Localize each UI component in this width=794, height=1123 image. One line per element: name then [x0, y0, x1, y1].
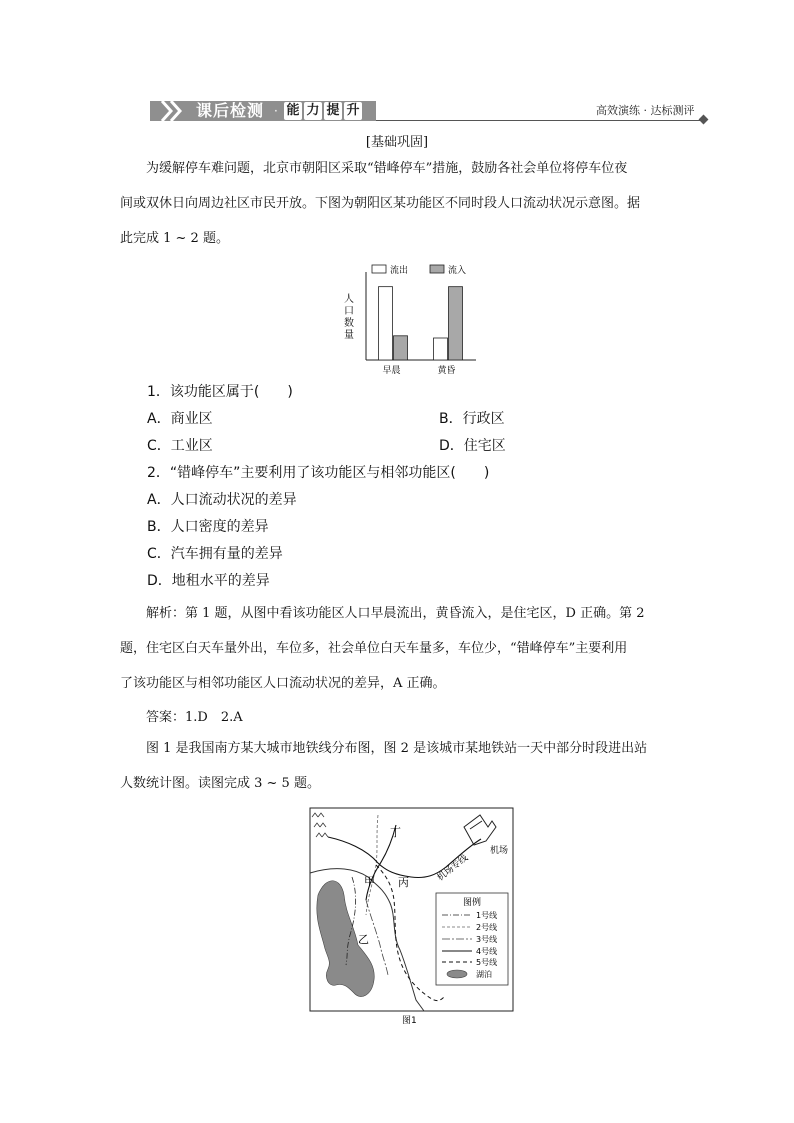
- y-axis-label-char: 人: [344, 294, 354, 305]
- map-caption: 图1: [402, 1016, 417, 1025]
- question-1-option-c: C．工业区: [147, 438, 213, 454]
- answer-line: 答案：1.D 2.A: [146, 710, 243, 725]
- intro-paragraph-1: [120, 151, 676, 256]
- intro-line: 为缓解停车难问题，北京市朝阳区采取“错峰停车”措施，鼓励各社会单位将停车位夜: [146, 161, 628, 176]
- legend-item: 湖泊: [476, 970, 492, 979]
- airport-building: [464, 815, 496, 845]
- question-2-option-c: C．汽车拥有量的差异: [147, 546, 283, 562]
- x-tick-label: 黄昏: [437, 366, 456, 376]
- intro-line: 人数统计图。读图完成 3 ~ 5 题。: [120, 776, 320, 791]
- y-axis-label-char: 口: [344, 306, 354, 317]
- map-legend: [436, 893, 508, 985]
- population-flow-chart: [340, 262, 482, 380]
- legend-swatch: [372, 265, 386, 273]
- legend-item: 5号线: [476, 958, 498, 967]
- legend-item: 2号线: [476, 923, 498, 932]
- question-1-stem: 1．该功能区属于( ): [147, 384, 293, 400]
- analysis-line: 解析：第 1 题，从图中看该功能区人口早晨流出，黄昏流入，是住宅区，D 正确。第 2: [146, 606, 645, 621]
- question-2-option-d: D．地租水平的差异: [147, 573, 270, 589]
- question-2-stem: 2．“错峰停车”主要利用了该功能区与相邻功能区( ): [147, 465, 490, 481]
- intro-line: 间或双休日向周边社区市民开放。下图为朝阳区某功能区不同时段人口流动状况示意图。据: [120, 196, 641, 211]
- legend-label: 流出: [390, 266, 409, 276]
- map-label-bing: 丙: [398, 876, 409, 889]
- question-2-option-a: A．人口流动状况的差异: [147, 492, 297, 508]
- legend-item: 4号线: [476, 947, 498, 956]
- header-dot: ·: [274, 104, 278, 118]
- intro-line: 图 1 是我国南方某大城市地铁线分布图，图 2 是该城市某地铁站一天中部分时段进出站: [146, 741, 648, 756]
- header-badge: 提: [324, 102, 342, 120]
- map-label-ding: 丁: [390, 826, 401, 839]
- legend-swatch: [430, 265, 444, 273]
- header-title: 课后检测: [196, 101, 265, 120]
- legend-item: 3号线: [476, 935, 498, 944]
- bar: [394, 336, 408, 360]
- map-label-yi: 乙: [358, 933, 369, 946]
- section-title: [基础巩固]: [365, 135, 429, 150]
- y-axis-label-char: 数: [344, 318, 354, 329]
- header-rule: [376, 120, 702, 121]
- question-1-option-a: A．商业区: [147, 411, 213, 427]
- bar: [449, 287, 463, 360]
- analysis-line: 题，住宅区白天车量外出，车位多，社会单位白天车量多，车位少，“错峰停车”主要利用: [120, 641, 628, 656]
- intro-line: 此完成 1 ~ 2 题。: [120, 231, 229, 246]
- map-label-airport-line: 机场专线: [435, 853, 471, 884]
- bar: [434, 338, 448, 360]
- header-badge: 能: [284, 102, 302, 120]
- analysis-paragraph: [120, 596, 676, 701]
- header-badge: 升: [344, 102, 362, 120]
- question-1-option-b: B．行政区: [439, 411, 505, 427]
- diamond-icon: [699, 115, 709, 125]
- legend-label: 流入: [448, 266, 467, 276]
- mountain-icon: [312, 813, 328, 837]
- intro-paragraph-2: [120, 731, 676, 801]
- header-badge: 力: [304, 102, 322, 120]
- subway-map: [306, 805, 516, 1025]
- question-2-option-b: B．人口密度的差异: [147, 519, 269, 535]
- header-right-label: 高效演练 · 达标测评: [596, 104, 695, 117]
- x-tick-label: 早晨: [382, 366, 401, 376]
- question-1-option-d: D．住宅区: [439, 438, 506, 454]
- legend-item: 1号线: [476, 911, 498, 920]
- y-axis-label-char: 量: [344, 330, 354, 341]
- bar: [379, 287, 393, 360]
- map-label-jia: 甲: [364, 875, 375, 888]
- analysis-line: 了该功能区与相邻功能区人口流动状况的差异，A 正确。: [120, 676, 446, 691]
- map-label-airport: 机场: [490, 846, 509, 856]
- legend-title: 图例: [463, 898, 482, 908]
- chevron-right-icon: [160, 99, 190, 123]
- header-badges: [284, 102, 362, 120]
